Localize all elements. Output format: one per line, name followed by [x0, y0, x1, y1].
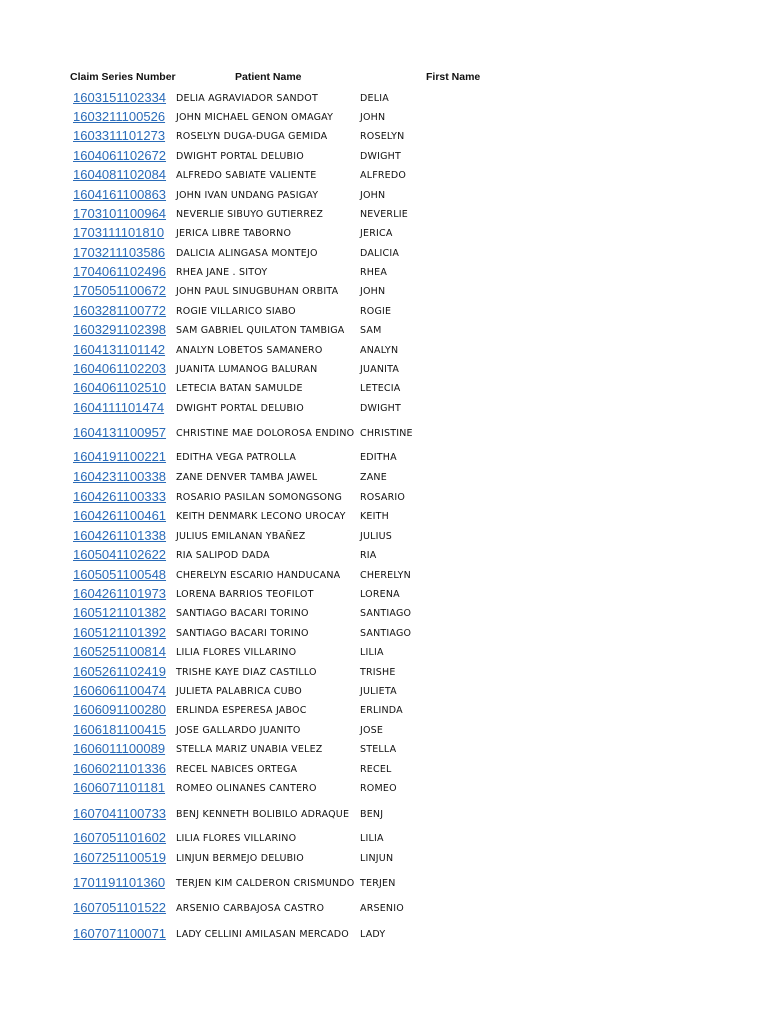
claim-series-number-link[interactable]: 1603281100772	[73, 303, 167, 318]
first-name-cell: JERICA	[360, 228, 393, 239]
first-name-cell: BENJ	[360, 809, 384, 820]
first-name-cell: DWIGHT	[360, 151, 402, 162]
claim-series-number-link[interactable]: 1604111101474	[73, 400, 165, 415]
claim-series-number-link[interactable]: 1604261101973	[73, 586, 167, 601]
first-name-cell: JULIETA	[360, 686, 397, 697]
claim-series-number-link[interactable]: 1605121101392	[73, 625, 167, 640]
table-row	[0, 741, 768, 757]
claim-series-number-link[interactable]: 1606021101336	[73, 761, 167, 776]
table-row	[0, 449, 768, 465]
table-row	[0, 425, 768, 441]
patient-name-cell: JULIUS EMILANAN YBAÑEZ	[176, 531, 306, 542]
claim-series-number-link[interactable]: 1603211100526	[73, 109, 166, 124]
patient-name-cell: ROGIE VILLARICO SIABO	[176, 306, 296, 317]
patient-name-cell: EDITHA VEGA PATROLLA	[176, 452, 297, 463]
first-name-cell: RECEL	[360, 764, 392, 775]
patient-name-cell: STELLA MARIZ UNABIA VELEZ	[176, 744, 323, 755]
header-patient-name: Patient Name	[235, 71, 302, 83]
table-row	[0, 245, 768, 261]
first-name-cell: ROSARIO	[360, 492, 406, 503]
claim-series-number-link[interactable]: 1605051100548	[73, 567, 167, 582]
patient-name-cell: DALICIA ALINGASA MONTEJO	[176, 248, 318, 259]
patient-name-cell: JOHN MICHAEL GENON OMAGAY	[176, 112, 334, 123]
claim-series-number-link[interactable]: 1604061102203	[73, 361, 167, 376]
patient-name-cell: ALFREDO SABIATE VALIENTE	[176, 170, 317, 181]
patient-name-cell: ZANE DENVER TAMBA JAWEL	[176, 472, 318, 483]
first-name-cell: LADY	[360, 929, 386, 940]
table-row	[0, 664, 768, 680]
table-row	[0, 469, 768, 485]
table-row	[0, 109, 768, 125]
table-row	[0, 605, 768, 621]
claim-series-number-link[interactable]: 1605121101382	[73, 605, 167, 620]
patient-name-cell: DWIGHT PORTAL DELUBIO	[176, 151, 304, 162]
first-name-cell: JOHN	[360, 286, 386, 297]
first-name-cell: JOHN	[360, 190, 386, 201]
claim-series-number-link[interactable]: 1606091100280	[73, 702, 167, 717]
first-name-cell: ROSELYN	[360, 131, 405, 142]
table-row	[0, 830, 768, 846]
table-row	[0, 900, 768, 916]
claim-series-number-link[interactable]: 1604161100863	[73, 187, 167, 202]
patient-name-cell: TERJEN KIM CALDERON CRISMUNDO	[176, 878, 355, 889]
first-name-cell: SANTIAGO	[360, 608, 412, 619]
table-row	[0, 380, 768, 396]
table-row	[0, 806, 768, 822]
claim-series-number-link[interactable]: 1607051101522	[73, 900, 167, 915]
first-name-cell: EDITHA	[360, 452, 397, 463]
patient-name-cell: CHERELYN ESCARIO HANDUCANA	[176, 570, 341, 581]
table-row	[0, 264, 768, 280]
patient-name-cell: BENJ KENNETH BOLIBILO ADRAQUE	[176, 809, 350, 820]
patient-name-cell: DWIGHT PORTAL DELUBIO	[176, 403, 304, 414]
claim-series-number-link[interactable]: 1606061100474	[73, 683, 167, 698]
first-name-cell: JOSE	[360, 725, 384, 736]
first-name-cell: KEITH	[360, 511, 389, 522]
patient-name-cell: RIA SALIPOD DADA	[176, 550, 270, 561]
table-row	[0, 361, 768, 377]
first-name-cell: ANALYN	[360, 345, 399, 356]
first-name-cell: LETECIA	[360, 383, 401, 394]
first-name-cell: TERJEN	[360, 878, 396, 889]
claim-series-number-link[interactable]: 1603151102334	[73, 90, 167, 105]
first-name-cell: RHEA	[360, 267, 388, 278]
table-row	[0, 683, 768, 699]
claim-series-number-link[interactable]: 1604231100338	[73, 469, 167, 484]
claim-series-number-link[interactable]: 1703111101810	[73, 225, 165, 240]
table-row	[0, 702, 768, 718]
claim-series-number-link[interactable]: 1604261100333	[73, 489, 167, 504]
first-name-cell: STELLA	[360, 744, 397, 755]
patient-name-cell: ANALYN LOBETOS SAMANERO	[176, 345, 323, 356]
patient-name-cell: ERLINDA ESPERESA JABOC	[176, 705, 307, 716]
table-row	[0, 90, 768, 106]
patient-name-cell: ROMEO OLINANES CANTERO	[176, 783, 317, 794]
patient-name-cell: JOSE GALLARDO JUANITO	[176, 725, 301, 736]
table-row	[0, 489, 768, 505]
patient-name-cell: TRISHE KAYE DIAZ CASTILLO	[176, 667, 317, 678]
first-name-cell: LINJUN	[360, 853, 394, 864]
claim-series-number-link[interactable]: 1606011100089	[73, 741, 166, 756]
patient-name-cell: DELIA AGRAVIADOR SANDOT	[176, 93, 318, 104]
first-name-cell: SAM	[360, 325, 382, 336]
table-row	[0, 875, 768, 891]
table-row	[0, 225, 768, 241]
claim-series-number-link[interactable]: 1604261100461	[73, 508, 167, 523]
claim-series-number-link[interactable]: 1703101100964	[73, 206, 167, 221]
table-row	[0, 303, 768, 319]
patient-name-cell: ROSARIO PASILAN SOMONGSONG	[176, 492, 343, 503]
table-row	[0, 128, 768, 144]
table-row	[0, 625, 768, 641]
claim-series-number-link[interactable]: 1605041102622	[73, 547, 167, 562]
claim-series-number-link[interactable]: 1604061102510	[73, 380, 167, 395]
table-row	[0, 780, 768, 796]
claim-series-number-link[interactable]: 1604081102084	[73, 167, 167, 182]
claim-series-number-link[interactable]: 1607251100519	[73, 850, 167, 865]
claim-series-number-link[interactable]: 1606071101181	[73, 780, 166, 795]
table-row	[0, 400, 768, 416]
first-name-cell: JULIUS	[360, 531, 393, 542]
patient-name-cell: LETECIA BATAN SAMULDE	[176, 383, 303, 394]
claim-series-number-link[interactable]: 1603311101273	[73, 128, 166, 143]
patient-name-cell: LADY CELLINI AMILASAN MERCADO	[176, 929, 349, 940]
header-first-name: First Name	[426, 71, 481, 83]
table-row	[0, 722, 768, 738]
table-row	[0, 283, 768, 299]
table-row	[0, 761, 768, 777]
patient-name-cell: LINJUN BERMEJO DELUBIO	[176, 853, 304, 864]
patient-name-cell: JERICA LIBRE TABORNO	[176, 228, 292, 239]
first-name-cell: ALFREDO	[360, 170, 407, 181]
table-row	[0, 586, 768, 602]
table-row	[0, 206, 768, 222]
patient-name-cell: LORENA BARRIOS TEOFILOT	[176, 589, 314, 600]
header-claim-series-number: Claim Series Number	[70, 71, 176, 83]
table-row	[0, 850, 768, 866]
claim-series-number-link[interactable]: 1607071100071	[73, 926, 167, 941]
first-name-cell: TRISHE	[360, 667, 396, 678]
claim-series-number-link[interactable]: 1603291102398	[73, 322, 167, 337]
first-name-cell: SANTIAGO	[360, 628, 412, 639]
claim-series-number-link[interactable]: 1605261102419	[73, 664, 167, 679]
patient-name-cell: NEVERLIE SIBUYO GUTIERREZ	[176, 209, 324, 220]
claim-series-number-link[interactable]: 1604131100957	[73, 425, 167, 440]
table-row	[0, 508, 768, 524]
table-row	[0, 567, 768, 583]
patient-name-cell: ARSENIO CARBAJOSA CASTRO	[176, 903, 325, 914]
patient-name-cell: RECEL NABICES ORTEGA	[176, 764, 298, 775]
table-row	[0, 528, 768, 544]
claim-series-number-link[interactable]: 1607041100733	[73, 806, 167, 821]
first-name-cell: ZANE	[360, 472, 387, 483]
claim-series-number-link[interactable]: 1607051101602	[73, 830, 167, 845]
first-name-cell: DALICIA	[360, 248, 400, 259]
claim-series-number-link[interactable]: 1604061102672	[73, 148, 167, 163]
first-name-cell: LILIA	[360, 647, 384, 658]
first-name-cell: JUANITA	[360, 364, 400, 375]
first-name-cell: LORENA	[360, 589, 400, 600]
first-name-cell: JOHN	[360, 112, 386, 123]
table-row	[0, 342, 768, 358]
table-row	[0, 644, 768, 660]
first-name-cell: DELIA	[360, 93, 389, 104]
patient-name-cell: SAM GABRIEL QUILATON TAMBIGA	[176, 325, 345, 336]
table-row	[0, 187, 768, 203]
claim-series-number-link[interactable]: 1604191100221	[73, 449, 167, 464]
claim-series-number-link[interactable]: 1705051100672	[73, 283, 167, 298]
table-row	[0, 926, 768, 942]
patient-name-cell: ROSELYN DUGA-DUGA GEMIDA	[176, 131, 328, 142]
patient-name-cell: JOHN IVAN UNDANG PASIGAY	[176, 190, 319, 201]
patient-name-cell: JULIETA PALABRICA CUBO	[176, 686, 302, 697]
claim-series-number-link[interactable]: 1703211103586	[73, 245, 166, 260]
claim-series-number-link[interactable]: 1701191101360	[73, 875, 166, 890]
claim-series-number-link[interactable]: 1604261101338	[73, 528, 167, 543]
claim-series-number-link[interactable]: 1605251100814	[73, 644, 167, 659]
patient-name-cell: CHRISTINE MAE DOLOROSA ENDINO	[176, 428, 355, 439]
table-row	[0, 148, 768, 164]
table-row	[0, 167, 768, 183]
first-name-cell: RIA	[360, 550, 377, 561]
patient-name-cell: JOHN PAUL SINUGBUHAN ORBITA	[176, 286, 339, 297]
table-row	[0, 547, 768, 563]
patient-name-cell: RHEA JANE . SITOY	[176, 267, 268, 278]
first-name-cell: CHERELYN	[360, 570, 411, 581]
first-name-cell: ROMEO	[360, 783, 397, 794]
patient-name-cell: SANTIAGO BACARI TORINO	[176, 628, 309, 639]
claim-series-number-link[interactable]: 1604131101142	[73, 342, 166, 357]
patient-name-cell: KEITH DENMARK LECONO UROCAY	[176, 511, 346, 522]
patient-name-cell: SANTIAGO BACARI TORINO	[176, 608, 309, 619]
patient-name-cell: JUANITA LUMANOG BALURAN	[176, 364, 318, 375]
table-row	[0, 322, 768, 338]
first-name-cell: LILIA	[360, 833, 384, 844]
first-name-cell: NEVERLIE	[360, 209, 408, 220]
first-name-cell: ARSENIO	[360, 903, 404, 914]
patient-name-cell: LILIA FLORES VILLARINO	[176, 647, 297, 658]
claim-series-number-link[interactable]: 1606181100415	[73, 722, 167, 737]
first-name-cell: CHRISTINE	[360, 428, 413, 439]
patient-name-cell: LILIA FLORES VILLARINO	[176, 833, 297, 844]
first-name-cell: DWIGHT	[360, 403, 402, 414]
first-name-cell: ERLINDA	[360, 705, 403, 716]
claim-series-number-link[interactable]: 1704061102496	[73, 264, 167, 279]
first-name-cell: ROGIE	[360, 306, 392, 317]
